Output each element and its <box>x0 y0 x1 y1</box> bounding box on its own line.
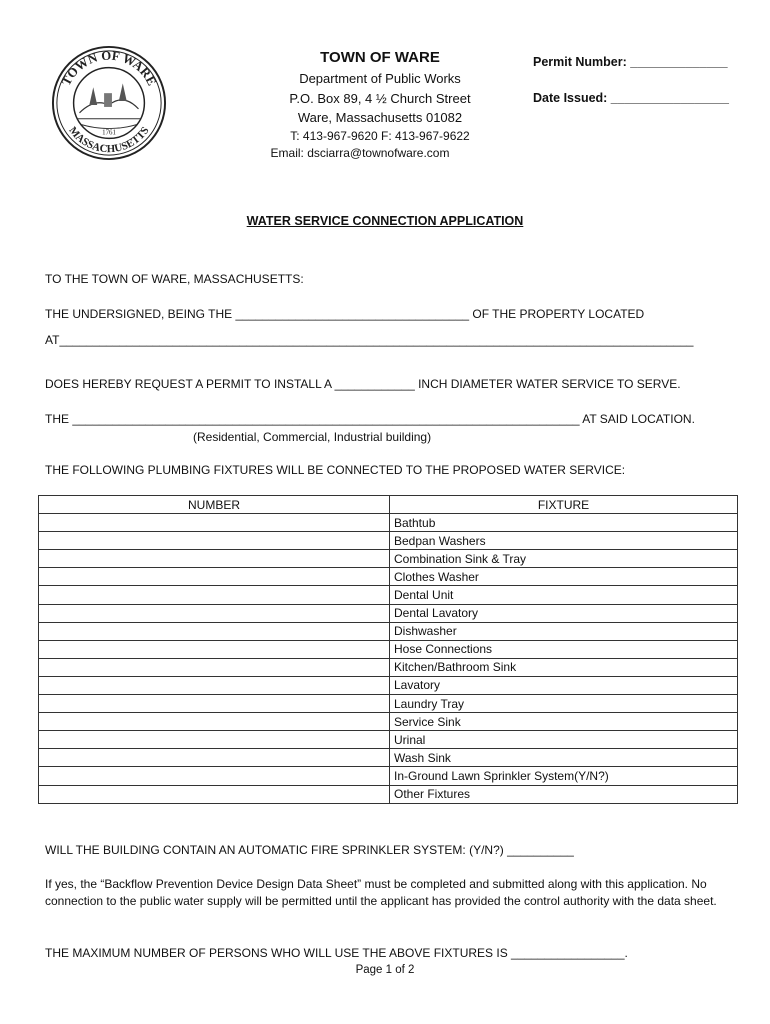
building-type-hint: (Residential, Commercial, Industrial building) <box>193 430 432 444</box>
table-row <box>39 586 738 604</box>
fixture-name-cell: Dental Lavatory <box>390 604 738 622</box>
fixture-count-cell[interactable] <box>39 568 390 586</box>
svg-text:MASSACHUSETTS: MASSACHUSETTS <box>66 124 152 156</box>
svg-text:TOWN OF WARE: TOWN OF WARE <box>59 48 159 88</box>
town-title: TOWN OF WARE <box>320 49 440 66</box>
table-row <box>39 622 738 640</box>
svg-text:1761: 1761 <box>102 129 116 137</box>
max-persons-line[interactable]: THE MAXIMUM NUMBER OF PERSONS WHO WILL USE THE ABOVE FIXTURES IS _________________. <box>45 946 628 960</box>
table-row <box>39 713 738 731</box>
fixture-count-cell[interactable] <box>39 785 390 803</box>
fixture-name-cell: Dishwasher <box>390 622 738 640</box>
phone-fax: T: 413-967-9620 F: 413-967-9622 <box>290 129 470 143</box>
property-location-line[interactable]: AT_______________________________________________________________________________________________ <box>45 333 694 347</box>
fixture-name-cell: Laundry Tray <box>390 695 738 713</box>
fixture-count-cell[interactable] <box>39 676 390 694</box>
fixture-count-cell[interactable] <box>39 713 390 731</box>
fixture-count-cell[interactable] <box>39 695 390 713</box>
fixture-count-cell[interactable] <box>39 550 390 568</box>
fixture-name-cell: Urinal <box>390 731 738 749</box>
building-type-line[interactable]: THE ____________________________________________________________________________ AT SAID LOCATION. <box>45 412 695 426</box>
fixture-name-cell: Other Fixtures <box>390 785 738 803</box>
fixture-name-cell: Hose Connections <box>390 640 738 658</box>
backflow-notice: If yes, the “Backflow Prevention Device Design Data Sheet” must be completed and submitted along with this application. No connection to the public water supply will be permitted until the applicant has provided the control authority with the data sheet. <box>45 877 717 908</box>
fixture-column-header: FIXTURE <box>390 496 738 514</box>
table-row <box>39 640 738 658</box>
fixture-count-cell[interactable] <box>39 586 390 604</box>
fixture-count-cell[interactable] <box>39 532 390 550</box>
fixture-count-cell[interactable] <box>39 604 390 622</box>
table-row <box>39 568 738 586</box>
table-row <box>39 604 738 622</box>
fixture-name-cell: Service Sink <box>390 713 738 731</box>
table-row <box>39 532 738 550</box>
addressee-line: TO THE TOWN OF WARE, MASSACHUSETTS: <box>45 272 304 286</box>
fixture-name-cell: Dental Unit <box>390 586 738 604</box>
table-row <box>39 695 738 713</box>
fixtures-intro: THE FOLLOWING PLUMBING FIXTURES WILL BE CONNECTED TO THE PROPOSED WATER SERVICE: <box>45 463 626 477</box>
permit-number-field[interactable]: Permit Number: ______________ <box>533 55 728 69</box>
fixture-count-cell[interactable] <box>39 622 390 640</box>
number-column-header: NUMBER <box>39 496 390 514</box>
department-name: Department of Public Works <box>299 71 461 86</box>
fixture-count-cell[interactable] <box>39 731 390 749</box>
city-address: Ware, Massachusetts 01082 <box>297 110 463 125</box>
email-address: Email: dsciarra@townofware.com <box>270 146 450 160</box>
table-row <box>39 749 738 767</box>
table-row <box>39 767 738 785</box>
fixture-name-cell: Lavatory <box>390 676 738 694</box>
table-row <box>39 514 738 532</box>
fixture-count-cell[interactable] <box>39 767 390 785</box>
fixture-name-cell: Bedpan Washers <box>390 532 738 550</box>
town-seal <box>50 44 168 162</box>
table-row <box>39 785 738 803</box>
page-number: Page 1 of 2 <box>355 964 415 976</box>
fixture-count-cell[interactable] <box>39 514 390 532</box>
form-title: WATER SERVICE CONNECTION APPLICATION <box>246 214 524 228</box>
undersigned-line[interactable]: THE UNDERSIGNED, BEING THE ___________________________________ OF THE PROPERTY LOCATED <box>45 307 645 321</box>
fixture-count-cell[interactable] <box>39 658 390 676</box>
fixture-name-cell: Bathtub <box>390 514 738 532</box>
fixture-name-cell: In-Ground Lawn Sprinkler System(Y/N?) <box>390 767 738 785</box>
fixture-count-cell[interactable] <box>39 640 390 658</box>
fixture-name-cell: Combination Sink & Tray <box>390 550 738 568</box>
fixture-name-cell: Clothes Washer <box>390 568 738 586</box>
table-header-row <box>39 496 738 514</box>
fixture-count-cell[interactable] <box>39 749 390 767</box>
fixtures-table <box>38 495 738 804</box>
fixture-name-cell: Wash Sink <box>390 749 738 767</box>
table-row <box>39 676 738 694</box>
po-box-address: P.O. Box 89, 4 ½ Church Street <box>289 91 471 106</box>
table-row <box>39 658 738 676</box>
fixture-name-cell: Kitchen/Bathroom Sink <box>390 658 738 676</box>
date-issued-field[interactable]: Date Issued: _________________ <box>533 91 729 105</box>
table-row <box>39 550 738 568</box>
table-row <box>39 731 738 749</box>
sprinkler-question[interactable]: WILL THE BUILDING CONTAIN AN AUTOMATIC FIRE SPRINKLER SYSTEM: (Y/N?) __________ <box>45 843 574 857</box>
request-permit-line[interactable]: DOES HEREBY REQUEST A PERMIT TO INSTALL A ____________ INCH DIAMETER WATER SERVICE TO SERVE. <box>45 377 681 391</box>
